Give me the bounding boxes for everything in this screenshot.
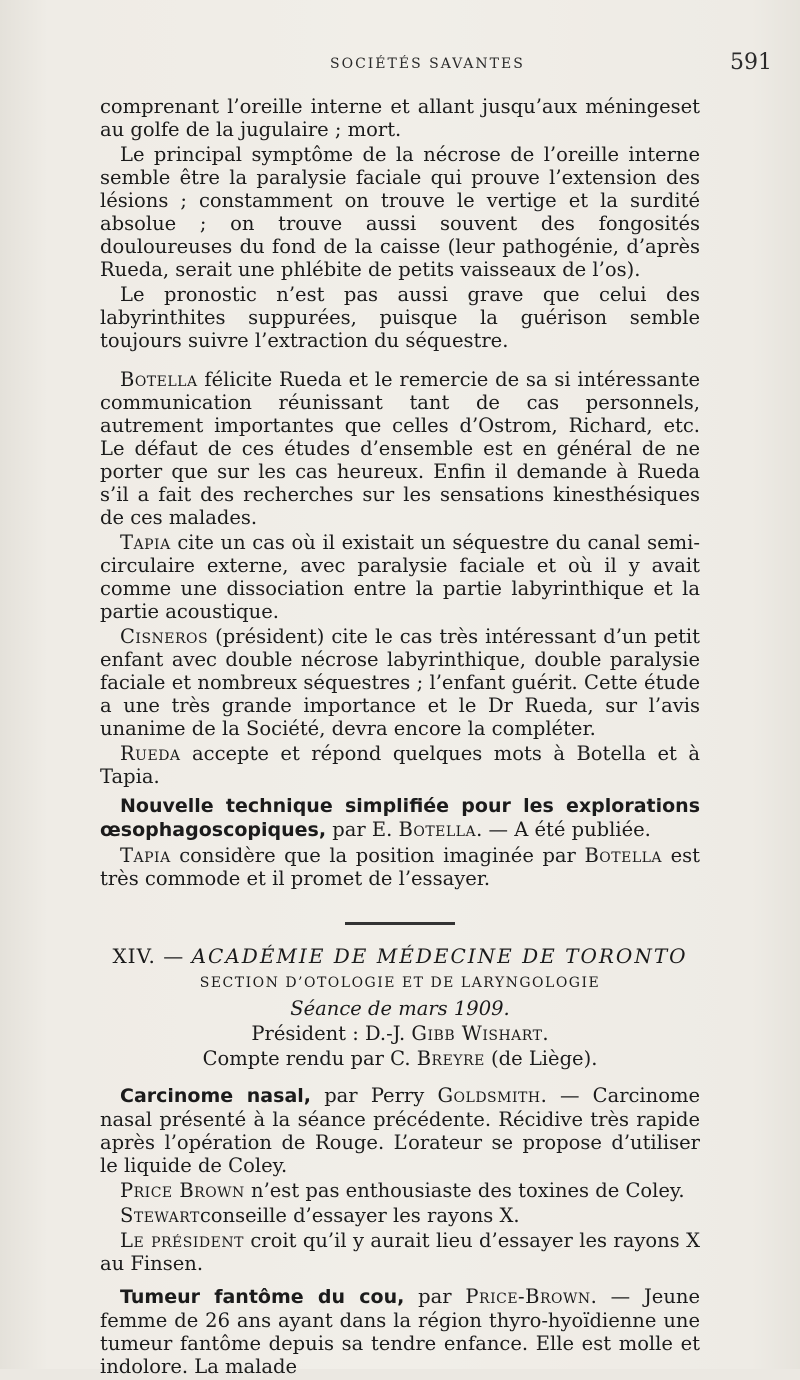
discussion-rueda (100, 742, 700, 788)
speaker-name: Tapia (120, 844, 171, 867)
discussion-stewart (100, 1204, 700, 1227)
running-title: SOCIÉTÉS SAVANTES (330, 56, 525, 72)
speaker-name: Le président (120, 1229, 244, 1252)
discussion-botella (100, 368, 700, 529)
president-line: Président : D.-J. Gibb Wishart. (251, 1022, 549, 1045)
discussion-text: félicite Rueda et le remercie de sa si intéressante communication réunissant tant de cas personnels, autrement importantes que celles d’Ostrom, Richard, etc. Le défaut de ces études d’ensemble est en général de ne porter que sur les cas heureux. Enfin il demande à Rueda s’il a fait des recherches sur les sensations kinesthésiques de ces malades. (100, 368, 700, 529)
compte-rendu-line: Compte rendu par C. Breyre (de Liège). (202, 1047, 598, 1070)
running-head (0, 50, 800, 80)
page-body (100, 95, 700, 1380)
chapter-title: ACADÉMIE DE MÉDECINE DE TORONTO (191, 944, 688, 968)
speaker-name: Cisneros (120, 625, 209, 648)
chapter-section: SECTION D’OTOLOGIE ET DE LARYNGOLOGIE (199, 975, 601, 991)
author-name: Botella (398, 818, 477, 841)
article-title: Carcinome nasal, (120, 1085, 311, 1107)
reference-name: Botella (584, 844, 663, 867)
seance-date: Séance de mars 1909. (290, 997, 510, 1020)
discussion-text: cite un cas où il existait un séquestre du canal semi-circulaire externe, avec paralysie faciale et où il y avait comme une dissociation entre la partie labyrinthique et la partie acoustique. (100, 531, 700, 623)
author-name: Goldsmith (437, 1084, 541, 1107)
paragraph-symptoms: Le principal symptôme de la nécrose de l’oreille interne semble être la paralysie faciale qui prouve l’extension des lésions ; constamment on trouve le vertige et la surdité absolue ; on trouve aussi souvent des fongosités douloureuses du fond de la caisse (leur pathogénie, d’après Rueda, serait une phlébite de petits vaisseaux de l’os). (100, 143, 700, 281)
author-name: Price-Brown (465, 1285, 591, 1308)
byline-pre: par E. (326, 818, 399, 841)
discussion-cisneros (100, 625, 700, 740)
paragraph-prognosis: Le pronostic n’est pas aussi grave que celui des labyrinthites suppurées, puisque la guérison semble toujours suivre l’extraction du séquestre. (100, 283, 700, 352)
article-tumeur-fantome (100, 1285, 700, 1378)
discussion-tapia-2 (100, 844, 700, 890)
byline-pre: par Perry (311, 1084, 438, 1107)
discussion-text: considère que la position imaginée par (170, 844, 585, 867)
byline-post: . — Jeune femme de 26 ans ayant dans la région thyro-hyoïdienne une tumeur fantôme depuis sa tendre enfance. Elle est molle et indolore. La malade (100, 1285, 700, 1378)
speaker-name: Tapia (120, 531, 171, 554)
byline-post: . — Carcinome nasal présenté à la séance précédente. Récidive très rapide après l’opération de Rouge. L’orateur se propose d’utiliser le liquide de Coley. (100, 1084, 701, 1177)
discussion-text: (président) cite le cas très intéressant d’un petit enfant avec double nécrose labyrinthique, double paralysie faciale et nombreux séquestres ; l’enfant guérit. Cette étude a une très grande importance et le Dr Rueda, sur l’avis unanime de la Société, devra encore la compléter. (100, 625, 700, 740)
discussion-price-brown (100, 1179, 700, 1202)
speaker-name: Price Brown (120, 1179, 245, 1202)
article-carcinome-nasal (100, 1084, 700, 1177)
byline-post: . — A été publiée. (476, 818, 651, 841)
byline-pre: par (404, 1285, 466, 1308)
page-number: 591 (730, 50, 772, 75)
speaker-name: Stewart (120, 1204, 200, 1227)
article-oesophagoscopy (100, 794, 700, 842)
speaker-name: Rueda (120, 742, 181, 765)
speaker-name: Botella (120, 368, 198, 391)
discussion-text: accepte et répond quelques mots à Botella et à Tapia. (100, 742, 700, 788)
discussion-text: est très commode et il promet de l’essayer. (100, 844, 700, 890)
discussion-text: croit qu’il y aurait lieu d’essayer les rayons X au Finsen. (100, 1229, 700, 1275)
chapter-heading (100, 945, 700, 968)
article-title: Nouvelle technique simplifiée pour les explorations œsophagoscopiques, (100, 795, 700, 841)
discussion-president (100, 1229, 700, 1275)
chapter-number: XIV. — (112, 944, 192, 968)
discussion-tapia (100, 531, 700, 623)
discussion-text: n’est pas enthousiaste des toxines de Coley. (244, 1179, 685, 1202)
discussion-text: conseille d’essayer les rayons X. (199, 1204, 520, 1227)
section-divider (345, 922, 455, 925)
paragraph-continuation: comprenant l’oreille interne et allant jusqu’aux méningeset au golfe de la jugulaire ; mort. (100, 95, 700, 141)
article-title: Tumeur fantôme du cou, (120, 1286, 405, 1308)
